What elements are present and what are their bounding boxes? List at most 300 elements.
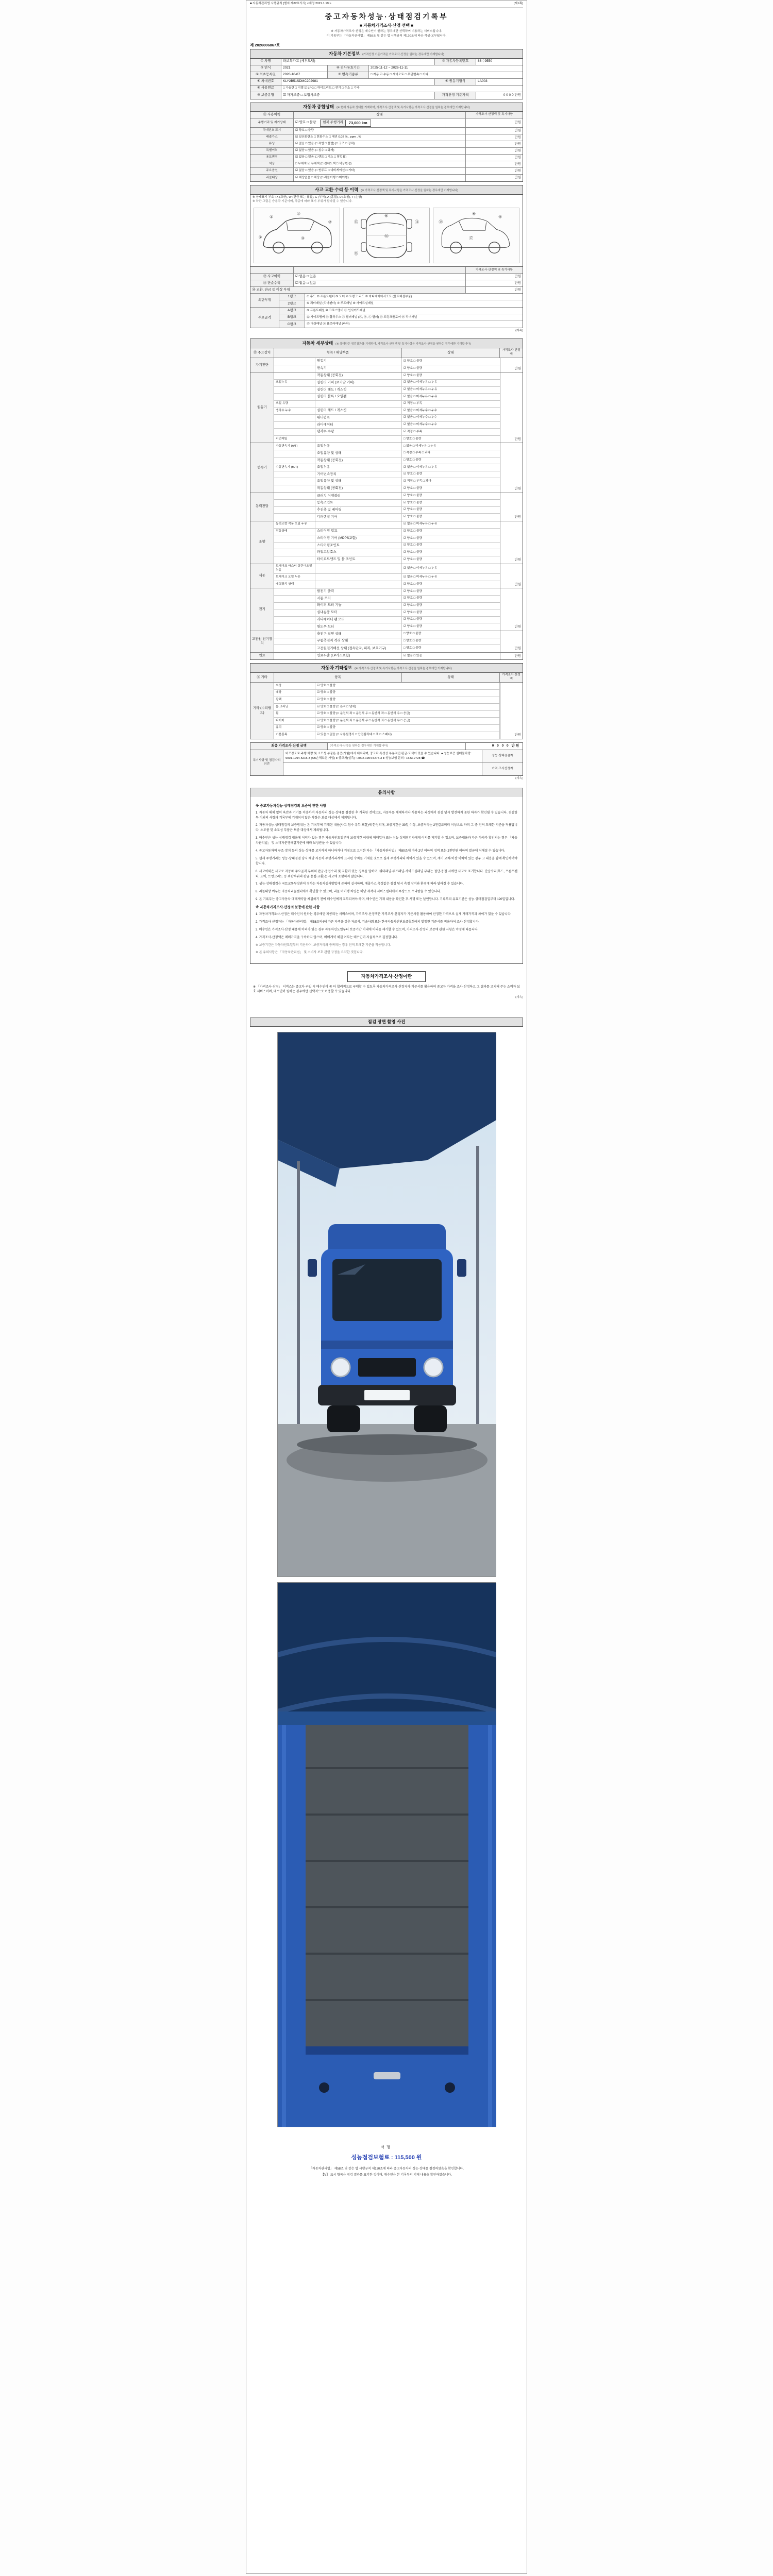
table-header-row xyxy=(250,112,523,118)
continue-marker: (계속) xyxy=(515,329,523,333)
inspector-opinions xyxy=(250,750,523,775)
item-name: 변속기 xyxy=(315,365,402,372)
item-group xyxy=(274,373,315,380)
device-category xyxy=(250,373,523,444)
item-group: 수동변속기 (M/T) xyxy=(274,464,315,471)
field-value: 라보특카고 (세부모델) xyxy=(281,59,435,65)
price-unit: 만원 xyxy=(514,121,521,125)
basic-note: (가격산정 기준가격은 가격조사·산정을 원하는 경우에만 기재합니다) xyxy=(362,53,444,56)
table-row xyxy=(250,79,523,86)
rank-items: ⑨ 프론트패널 ⑩ 크로스멤버 ⑪ 인사이드패널 xyxy=(307,309,365,312)
detail-row xyxy=(274,358,500,365)
state-options: ☑ 없음 □ 미세누유 □ 누유 xyxy=(404,381,438,384)
svg-text:⑦: ⑦ xyxy=(297,212,301,217)
price-unit: 만원 xyxy=(500,493,523,521)
item-group xyxy=(274,507,315,514)
detail-row xyxy=(274,653,500,660)
etc-row xyxy=(274,718,500,725)
state-options: ☑ 양호 □ 불량 (□ 흔적 □ 냄새) xyxy=(315,704,500,710)
field-label: ③ 연식 xyxy=(250,65,281,72)
item-name xyxy=(315,574,402,581)
state-options: ☑ 양호 □ 불량 xyxy=(404,611,422,614)
category-rows xyxy=(274,358,500,372)
row-label: 색상 xyxy=(250,161,294,167)
item-name: 실내송풍 모터 xyxy=(315,609,402,616)
rank-label: C랭크 xyxy=(279,321,305,328)
etc-row xyxy=(274,683,500,690)
detail-row xyxy=(274,617,500,624)
final-price-note: (가격조사·산정을 원하는 경우에만 기재합니다) xyxy=(328,743,466,750)
panel-group-name: 외판부위 xyxy=(250,294,279,307)
opinion-row xyxy=(283,750,523,762)
spacer-cell xyxy=(250,267,294,273)
row-label: 배출가스 xyxy=(250,134,294,141)
panel-ranks xyxy=(279,308,523,328)
state-options: ☑ 양호 □ 불량 xyxy=(315,690,500,697)
truck-bed-photo-illustration xyxy=(278,1583,496,2127)
price-unit: 만원 xyxy=(514,288,521,292)
item-name: 등속조인트 xyxy=(315,500,402,506)
col-header: 상태 xyxy=(402,348,500,358)
detail-row xyxy=(274,603,500,610)
state-options: ☑ 적정 □ 부족 xyxy=(404,430,422,433)
final-price-unit: 만원 xyxy=(511,744,520,748)
signature-label: 서명 xyxy=(380,2144,393,2149)
price-unit: 만원 xyxy=(500,443,523,492)
svg-text:⑬: ⑬ xyxy=(354,219,359,225)
category-rows xyxy=(274,521,500,564)
category-name: 원동기 xyxy=(250,373,274,443)
field-value: 2021 xyxy=(281,65,328,72)
state-options: ☑ 양호 □ 불량 xyxy=(404,582,422,586)
panel-groups xyxy=(250,294,523,328)
item-name: 스티어링조인트 xyxy=(315,543,402,549)
panels-title-row xyxy=(250,287,523,294)
notice-paragraph: ※ 보증기간은 자동차인도일부터 기산하며, 보증거리와 중복되는 경우 먼저 도래한 기준을 적용합니다. xyxy=(256,943,391,947)
item-name: 유리 xyxy=(274,725,315,732)
notices-sub-title: ※ 자동차가격조사·산정의 보증에 관한 사항 xyxy=(256,906,320,910)
inspection-photo-bed xyxy=(277,1582,496,2127)
item-name: 기어변속장치 xyxy=(315,471,402,478)
inspection-record-page xyxy=(246,0,527,2574)
state-options: □ 무채색 ☑ 유채색 (□ 전체도색 □ 색상변경) xyxy=(294,161,466,167)
category-name: 조향 xyxy=(250,521,274,564)
panel-rank-row xyxy=(279,314,523,321)
device-category xyxy=(250,631,523,653)
state-options: ☑ 일산화탄소 □ 탄화수소 □ 매연 0.02 % , ppm , % xyxy=(294,134,466,141)
state-options: ☑ 양호 □ 불량 xyxy=(294,128,466,134)
current-mileage-box xyxy=(320,120,371,127)
detail-row xyxy=(274,645,500,652)
mileage-label: 현재 주행거리 xyxy=(321,120,345,126)
state-options: ☑ 양호 □ 불량 xyxy=(404,366,422,370)
item-group xyxy=(274,556,315,564)
table-row xyxy=(250,92,523,99)
form-reference: ■ 자동차관리법 시행규칙 [별지 제82호서식] <개정 2021.1.19.> xyxy=(250,2,331,5)
table-row xyxy=(250,141,523,148)
field-value: KLY2B51SDMC202981 xyxy=(281,79,435,85)
final-price-digits: 0 0 0 0 xyxy=(492,744,510,748)
item-name: 추진축 및 베어링 xyxy=(315,507,402,514)
detail-row xyxy=(274,401,500,408)
state-options: ☑ 없음 □ 미세누수 □ 누수 xyxy=(404,416,438,419)
col-header: 항목 xyxy=(274,673,402,683)
rank-label: 2랭크 xyxy=(279,300,305,307)
panel-rank-row xyxy=(279,321,523,328)
state-options: ☑ 없음 □ 미세누유 □ 누유 xyxy=(404,575,438,579)
item-name: 작동상태 (공회전) xyxy=(315,457,402,464)
opinion-row xyxy=(283,763,523,775)
item-group xyxy=(274,535,315,542)
category-rows xyxy=(274,588,500,631)
notices-body xyxy=(250,797,523,964)
price-unit: 만원 xyxy=(514,168,521,173)
state-options: ☑ 양호 □ 불량 xyxy=(404,597,422,600)
base-price-digits: 0 0 0 0 xyxy=(503,93,514,97)
item-group: 자동변속기 (A/T) xyxy=(274,443,315,450)
detail-row xyxy=(274,631,500,638)
insurance-fee xyxy=(250,2154,523,2162)
accident-header: 사고·교환·수리 등 이력 xyxy=(314,187,359,192)
notice-paragraph: 1. 자동차가격조사·산정은 매수인이 원하는 경우에만 제공되는 서비스이며, 가격조사·산정액은 가격조사·산정자가 기준서를 활용하여 산정한 가격으로 실제 거래가격과 차이가 있을 수 있습니다. xyxy=(256,913,512,917)
detail-row xyxy=(274,373,500,380)
basic-header: 자동차 기본정보 xyxy=(329,50,360,56)
table-row xyxy=(250,155,523,161)
notice-paragraph: 4. 가격조사·산정액은 매매가격을 구속하지 않으며, 매매계약 체결 여부는 매수인이 자율적으로 결정합니다. xyxy=(256,936,398,939)
price-unit: 만원 xyxy=(514,275,521,279)
device-category xyxy=(250,588,523,631)
etc-row xyxy=(274,697,500,704)
state-options: ☑ 양호 □ 불량 xyxy=(404,603,422,607)
state-options: ☑ 없음 □ 있음 (□ 썬루프 □ 네비게이션 □ 기타) xyxy=(294,168,466,174)
state-options: ☑ 해당없음 □ 해당 (□ 리콜이행 □ 미이행) xyxy=(294,175,466,181)
row-label: 주행거리 및 계기상태 xyxy=(250,118,294,127)
notice-paragraph: 2. 자동차성능·상태점검의 보증범위는 본 기록부에 기재된 내용(사고·침수 유무 포함)에 한정되며, 보증기간은 30일 이상, 보증거리는 2천킬로미터 이상으로 하되 그 중 먼저 도래한 기준을 적용합니다. 소모품 및 소모성 부품은 보증 대상에서 제외됩니다. xyxy=(256,824,517,833)
state-options: ☑ 없음 □ 미세누유 □ 누유 xyxy=(404,522,438,526)
category-name: 제동 xyxy=(250,564,274,588)
item-group xyxy=(274,588,315,595)
rank-label: 1랭크 xyxy=(279,294,305,300)
col-header: 가격조사·산정액 및 특기사항 xyxy=(466,112,523,118)
opinions-side-label: 특기사항 및 점검자의 의견 xyxy=(250,750,283,775)
state-code-legend: ※ 상태표시 부호 : X (교환), W (판금 또는 용접), C (부식), A (흠집), U (요철), T (손상) xyxy=(253,195,362,199)
state-options: ☑ 양호 □ 불량 xyxy=(404,544,422,547)
item-name: 파워고압호스 xyxy=(315,549,402,556)
price-unit: 만원 xyxy=(514,135,521,139)
diagram-note: ※ 하단 그림은 승용차 기준이며, 차종에 따라 표기 부위가 달라질 수 있습니다. xyxy=(253,199,352,203)
row-label: 차대번호 표기 xyxy=(250,128,294,134)
price-unit: 만원 xyxy=(500,373,523,443)
item-name: 연료누출 (LP가스포함) xyxy=(315,653,402,660)
item-group: 커먼레일 xyxy=(274,436,315,443)
etc-header: 자동차 기타정보 xyxy=(321,665,352,670)
item-name: 룸 크리닝 xyxy=(274,704,315,710)
section-detail-state xyxy=(250,338,523,660)
item-group: 오일 유량 xyxy=(274,401,315,408)
price-unit: 만원 xyxy=(500,683,523,739)
insurance-fee-label: 성능점검보험료 : xyxy=(351,2155,393,2161)
col-header: ⑯ 기타 xyxy=(250,673,274,683)
state-options: ☑ 양호 □ 불량 xyxy=(404,589,422,593)
price-unit: 만원 xyxy=(500,588,523,631)
item-group xyxy=(274,358,315,365)
field-value: LA003 xyxy=(478,79,488,83)
svg-text:⑤: ⑤ xyxy=(258,235,262,240)
row-label: 용도변경 xyxy=(250,155,294,161)
category-name: 고전원 전기장치 xyxy=(250,631,274,652)
row-label: ⑫ 사고이력 xyxy=(250,274,294,280)
item-name: 광택 xyxy=(274,697,315,704)
col-header: 상태 xyxy=(402,673,500,683)
col-header: 항목 / 해당부품 xyxy=(274,348,402,358)
item-name: 작동상태 (공회전) xyxy=(315,485,402,493)
item-group xyxy=(274,617,315,623)
state-options: ☑ 양호 □ 불량 xyxy=(404,550,422,554)
car-diagram-rear xyxy=(433,208,519,263)
item-name: 작동상태 (공회전) xyxy=(315,373,402,380)
rank-items: ① 후드 ② 프론트펜더 ③ 도어 ④ 트렁크 리드 ⑤ 라디에이터서포트 (볼트체결부품) xyxy=(307,295,412,298)
detail-row xyxy=(274,387,500,394)
state-options: ☑ 없음 □ 미세누수 □ 누수 xyxy=(404,423,438,427)
page-title: 중고자동차성능·상태점검기록부 xyxy=(325,12,448,21)
state-options: □ 양호 □ 불량 xyxy=(404,437,422,440)
panel-group xyxy=(250,294,523,308)
panel-group-name: 주요골격 xyxy=(250,308,279,328)
etc-category xyxy=(250,683,523,739)
item-name xyxy=(315,581,402,588)
detail-row xyxy=(274,443,500,450)
notices-list-1 xyxy=(256,811,517,903)
state-options: ☑ 없음 □ 있음 xyxy=(294,274,466,280)
item-group xyxy=(274,514,315,521)
section-notices xyxy=(250,788,523,999)
notice-paragraph: ※ 본 유의사항은 「자동차관리법」 및 소비자 보호 관련 규정을 요약한 것입니다. xyxy=(256,951,364,955)
car-diagrams xyxy=(250,205,523,267)
etc-row xyxy=(274,732,500,739)
detail-row xyxy=(274,493,500,500)
item-group xyxy=(274,653,315,660)
price-unit: 만원 xyxy=(514,176,521,180)
price-unit: 만원 xyxy=(500,521,523,564)
final-price-row xyxy=(250,742,523,750)
item-name: 디퍼렌셜 기어 xyxy=(315,514,402,521)
price-unit: 만원 xyxy=(500,631,523,652)
col-header: ⑮ 주요장치 xyxy=(250,348,274,358)
state-options: ☑ 양호 □ 불량 xyxy=(315,725,500,732)
item-group xyxy=(274,596,315,602)
item-group xyxy=(274,493,315,500)
state-options: ☑ 양호 □ 불량 xyxy=(404,536,422,540)
base-price-value xyxy=(476,92,523,99)
footer-note-1: 「자동차관리법」 제58조 및 같은 법 시행규칙 제120조에 따라 중고자동차의 성능·상태를 점검하였음을 확인합니다. xyxy=(309,2167,464,2171)
table-row xyxy=(250,148,523,155)
final-price-value xyxy=(466,743,523,750)
detail-note: (※ 상태란은 점검결과를 기재하며, 가격조사·산정액 및 특기사항은 가격조사·산정을 원하는 경우에만 기재합니다) xyxy=(335,342,471,346)
price-unit: 만원 xyxy=(500,653,523,660)
price-unit: 만원 xyxy=(514,142,521,146)
detail-row xyxy=(274,574,500,581)
table-row xyxy=(250,65,523,72)
col-header: 가격조사·산정액 및 특기사항 xyxy=(466,267,523,273)
item-group xyxy=(274,387,315,394)
price-unit: 만원 xyxy=(500,358,523,372)
item-name: 타이어 xyxy=(274,718,315,724)
continue-marker: (계속) xyxy=(515,995,523,999)
category-name: 자기진단 xyxy=(250,358,274,372)
detail-row xyxy=(274,564,500,574)
form-reference-line xyxy=(250,2,523,8)
state-options: ☑ 양호 □ 불량 xyxy=(295,121,316,125)
svg-text:⑰: ⑰ xyxy=(469,236,474,241)
table-header-row xyxy=(250,673,523,683)
item-group xyxy=(274,415,315,421)
state-options: ☑ 적정 □ 부족 □ 과다 xyxy=(404,479,431,483)
detail-row xyxy=(274,478,500,485)
item-name: 원동기 xyxy=(315,358,402,365)
price-unit: 만원 xyxy=(514,148,521,152)
item-name: 윈도우 모터 xyxy=(315,623,402,631)
category-rows xyxy=(274,564,500,588)
table-row xyxy=(250,72,523,79)
etc-row xyxy=(274,711,500,718)
truck-front-photo-illustration xyxy=(278,1032,496,1577)
price-unit: 만원 xyxy=(514,281,521,285)
item-group: 오일누유 xyxy=(274,380,315,386)
item-group: 작동상태 xyxy=(274,529,315,535)
detail-row xyxy=(274,450,500,457)
field-label: ① 차명 xyxy=(250,59,281,65)
item-group xyxy=(274,631,315,638)
detail-row xyxy=(274,394,500,401)
col-header: 가격조사·산정액 xyxy=(500,348,523,358)
table-row xyxy=(250,59,523,65)
opinion-text: 비포장도로 주행 차량 및 소모성 부품은 검증(시험)에서 제외되며, 중고차 특성상 부분적인 판금·도색이 있을 수 있습니다. ● 성능보증 실매물차량 : 9001-1994-5215-3 (KB손해보험 가입) ● 중고차(실측) : 2002-1994-5275-3 ● 성능보험 문의 : 1533-2728 ☎ xyxy=(283,750,482,762)
svg-text:⑭: ⑭ xyxy=(414,219,419,225)
item-name xyxy=(315,436,402,443)
detail-row xyxy=(274,365,500,372)
field-label: ⑨ 사용연료 xyxy=(250,86,281,92)
table-row xyxy=(250,175,523,181)
detail-row xyxy=(274,471,500,479)
item-name: 클러치 어셈블리 xyxy=(315,493,402,500)
accident-row xyxy=(250,274,523,280)
notices-list-2 xyxy=(256,912,517,941)
item-group xyxy=(274,422,315,429)
price-unit: 만원 xyxy=(500,564,523,588)
item-name: 스티어링 펌프 xyxy=(315,529,402,535)
detail-row xyxy=(274,549,500,556)
category-name: 전기 xyxy=(250,588,274,631)
item-group xyxy=(274,394,315,400)
opinion-role: 성능·상태점검자 xyxy=(482,750,523,762)
detail-categories xyxy=(250,358,523,659)
table-row xyxy=(250,128,523,134)
item-group xyxy=(274,623,315,631)
field-value: □ 자동 ☑ 수동 □ 세미오토 □ 무단변속 □ 기타 xyxy=(371,73,429,76)
state-options: ☑ 양호 □ 불량 xyxy=(404,618,422,621)
etc-row xyxy=(274,704,500,711)
row-label: ⑬ 단순수리 xyxy=(250,280,294,286)
detail-row xyxy=(274,507,500,514)
item-name: 실린더 헤드 / 개스킷 xyxy=(315,387,402,394)
item-name: 냉각수 수량 xyxy=(315,429,402,435)
field-label: ⑤ 최초등록일 xyxy=(250,72,281,78)
notice-paragraph: 6. 사고이력은 사고로 자동차 주요골격 부위의 판금·용접수리 및 교환이 있는 경우를 말하며, 쿼터패널·루프패널·사이드실패널 부위는 절단·용접 시에만 사고로 표기합니다. 단순수리(후드, 프론트펜더, 도어, 트렁크리드 등 외판부위의 판금·용접·교환)는 사고에 포함하지 않습니다. xyxy=(256,870,517,878)
panel-rank-row xyxy=(279,308,523,314)
detail-row xyxy=(274,596,500,603)
item-group xyxy=(274,603,315,609)
item-group xyxy=(274,543,315,549)
row-state xyxy=(294,118,466,127)
svg-text:②: ② xyxy=(328,219,332,225)
item-name: 충전구 절연 상태 xyxy=(315,631,402,638)
notice-paragraph: 1. 자동차 해체 없이 육안과 기기를 이용하여 자동차의 성능·상태를 점검한 후 기록한 것이므로, 자동차를 해체하거나 사용하는 과정에서 점검 당시 발견하지 못한 하자가 확인될 수 있습니다. 점검항목 이외의 사항과 기록부에 기재되지 않은 사항은 보증 대상에서 제외됩니다. xyxy=(256,811,517,820)
item-name: 시동 모터 xyxy=(315,596,402,602)
svg-text:⑥: ⑥ xyxy=(472,212,476,217)
category-rows xyxy=(274,373,500,443)
price-unit: 만원 xyxy=(514,155,521,159)
item-name: 휠 xyxy=(274,711,315,718)
final-price-label: 최종 가격조사·산정 금액 xyxy=(250,743,328,750)
notice-paragraph: 3. 매수인은 가격조사·산정 내용에 이의가 있는 경우 자동차인도일부터 보증기간 이내에 이의를 제기할 수 있으며, 가격조사·산정의 보증에 관한 사항은 약정에 따릅니다. xyxy=(256,928,479,931)
service-box-title: 자동차가격조사·산정이란 xyxy=(347,971,426,981)
panel-group xyxy=(250,308,523,328)
item-name: 오일유량 및 상태 xyxy=(315,450,402,457)
item-name xyxy=(315,521,402,528)
state-options: ☑ 없음 □ 있음 xyxy=(404,654,422,657)
item-group: 냉각수 누수 xyxy=(274,408,315,414)
item-name xyxy=(315,401,402,408)
svg-text:③: ③ xyxy=(300,236,305,241)
etc-row xyxy=(274,725,500,732)
overall-rows xyxy=(250,128,523,181)
category-name: 변속기 xyxy=(250,443,274,492)
field-label: ⑧ 원동기형식 xyxy=(435,79,476,85)
state-options: □ 양호 □ 불량 xyxy=(404,646,422,650)
detail-row xyxy=(274,529,500,536)
item-name: 오일유량 및 상태 xyxy=(315,478,402,485)
spacer-cell xyxy=(294,267,466,273)
item-group: 브레이크 오일 누유 xyxy=(274,574,315,581)
panel-ranks xyxy=(279,294,523,307)
category-rows xyxy=(274,443,500,492)
notice-paragraph: 7. 성능·상태점검은 국토교통부장관이 정하는 자동차검사방법에 준하여 실시하며, 배출가스 측정값은 점검 당시 측정 장비와 환경에 따라 달라질 수 있습니다. xyxy=(256,883,464,886)
field-label: ⑩ 보증유형 xyxy=(250,92,281,99)
row-label: 튜닝 xyxy=(250,141,294,147)
field-label: ⑥ 차대번호 xyxy=(250,79,281,85)
field-label: ④ 검사유효기간 xyxy=(328,65,369,72)
svg-text:⑯: ⑯ xyxy=(384,234,389,239)
item-group xyxy=(274,478,315,485)
mileage-value: 73,000 km xyxy=(348,120,367,125)
state-options: ☑ 양호 □ 불량 xyxy=(404,515,422,519)
state-options: ☑ 없음 □ 미세누유 □ 누유 xyxy=(404,566,438,570)
field-value: 2025-11-12 ~ 2026-11-11 xyxy=(371,66,408,70)
item-name: 실린더 커버 (로커암 커버) xyxy=(315,380,402,386)
state-options: □ 양호 □ 불량 xyxy=(404,639,422,642)
state-options: ☑ 없음 □ 있음 (□ 렌트 □ 리스 □ 영업용) xyxy=(294,155,466,161)
accident-note: (※ 가격조사·산정액 및 특기사항은 가격조사·산정을 원하는 경우에만 기재합니다) xyxy=(361,189,459,192)
state-options: ☑ 양호 □ 불량 xyxy=(315,683,500,689)
table-header-row xyxy=(250,267,523,274)
category-name: 기타 (수리필요) xyxy=(250,683,274,739)
item-group xyxy=(274,500,315,506)
item-name: 타이로드엔드 및 볼 조인트 xyxy=(315,556,402,564)
detail-row xyxy=(274,380,500,387)
category-rows xyxy=(274,493,500,521)
row-label: 특별이력 xyxy=(250,148,294,154)
item-group: 배력장치 상태 xyxy=(274,581,315,588)
